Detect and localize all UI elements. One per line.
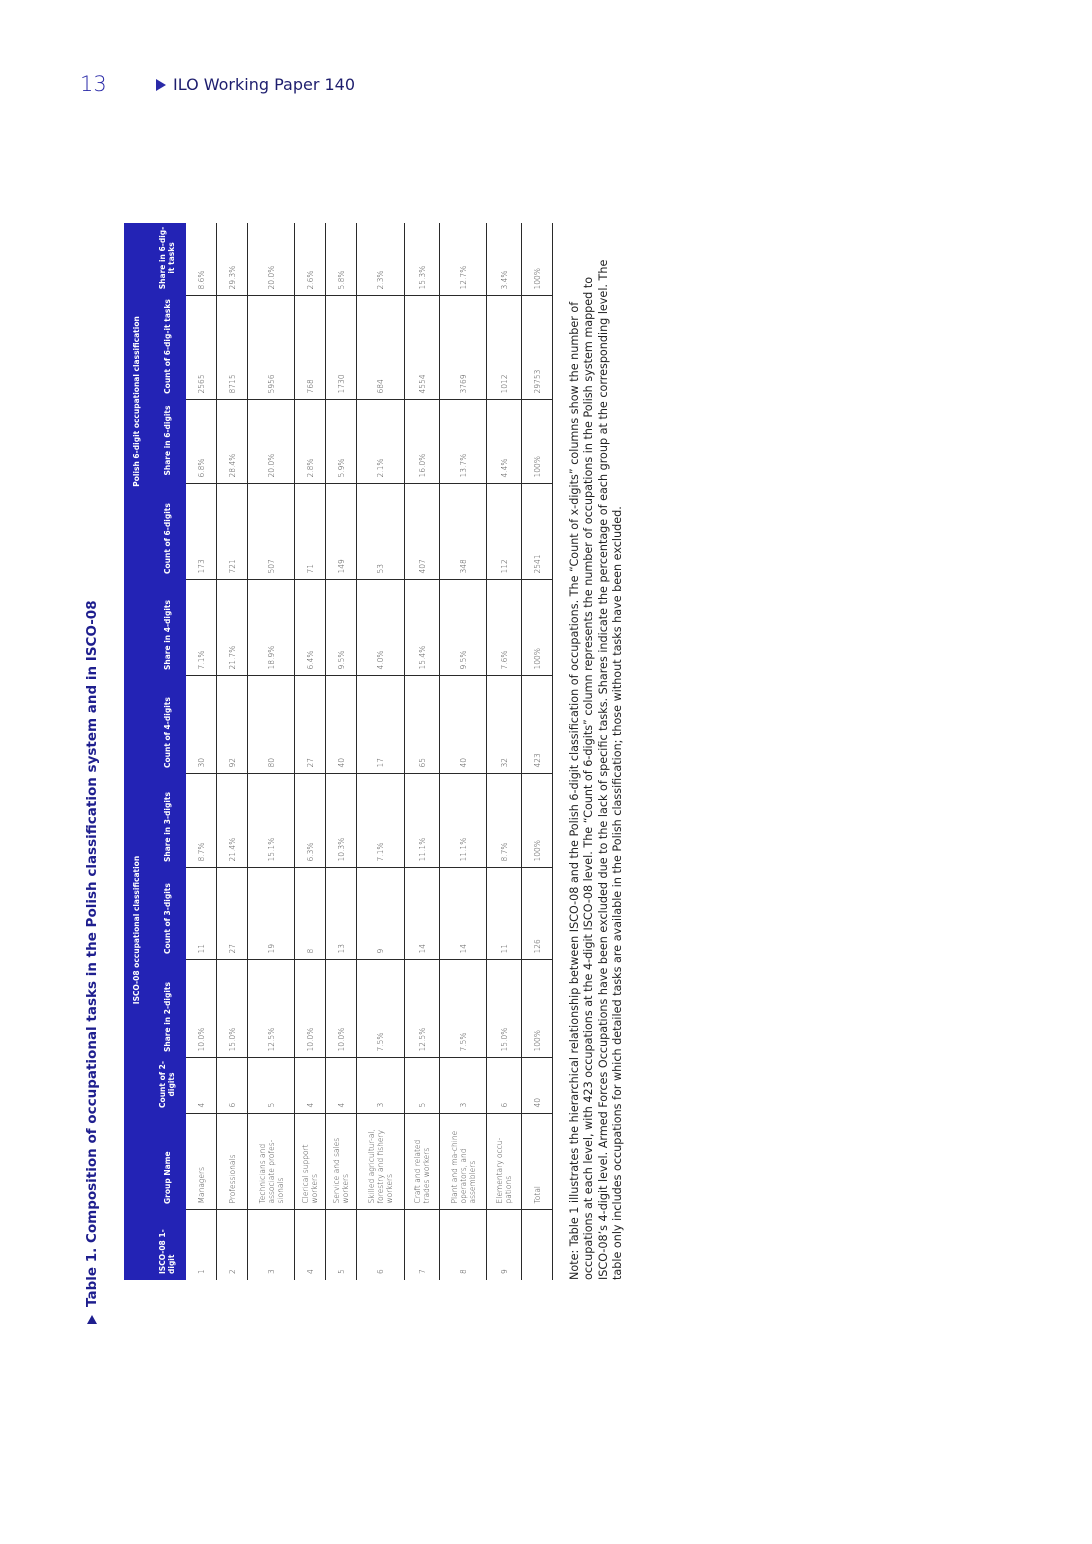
table-cell: Skilled agricultur-al, forestry and fishery workers — [357, 1114, 405, 1210]
column-header: Share in 4-digits — [150, 580, 186, 676]
table-cell: 15.4% — [405, 580, 440, 676]
table-cell: 6.4% — [295, 580, 326, 676]
table-cell: 53 — [357, 484, 405, 580]
column-header: Count of 3-digits — [150, 868, 186, 960]
table-cell: 40 — [522, 1058, 553, 1114]
table-cell: 32 — [487, 676, 522, 774]
table-row — [440, 223, 487, 1280]
table-title — [80, 600, 104, 1324]
table-cell: 12.5% — [248, 960, 295, 1058]
table-cell: Service and sales workers — [326, 1114, 357, 1210]
table-cell: 16.0% — [405, 400, 440, 484]
table-cell: 173 — [186, 484, 217, 580]
table-cell: 29753 — [522, 296, 553, 400]
table-cell: 8 — [295, 868, 326, 960]
table-cell: 5.9% — [326, 400, 357, 484]
table-cell: 80 — [248, 676, 295, 774]
table-cell: 5956 — [248, 296, 295, 400]
column-header: Count of 6-dig-it tasks — [150, 296, 186, 400]
table-cell: 4 — [186, 1058, 217, 1114]
table-cell: 6.8% — [186, 400, 217, 484]
table-cell: 9 — [487, 1210, 522, 1280]
table-cell: 9.5% — [326, 580, 357, 676]
table-cell: 8.6% — [186, 223, 217, 296]
table-cell: 2.6% — [295, 223, 326, 296]
triangle-bullet-icon — [87, 1315, 97, 1324]
table-cell: 3 — [357, 1058, 405, 1114]
table-cell: 5 — [405, 1058, 440, 1114]
table-cell: 6.3% — [295, 774, 326, 868]
column-header: Share in 2-digits — [150, 960, 186, 1058]
table-cell: Craft and related trades workers — [405, 1114, 440, 1210]
table-cell: 5.8% — [326, 223, 357, 296]
table-cell: 9.5% — [440, 580, 487, 676]
table-cell: 2.8% — [295, 400, 326, 484]
table-cell: 7 — [405, 1210, 440, 1280]
table-cell: 15.0% — [487, 960, 522, 1058]
table-row — [248, 223, 295, 1280]
table-cell: 100% — [522, 960, 553, 1058]
table-cell: 348 — [440, 484, 487, 580]
table-cell: 14 — [440, 868, 487, 960]
table-cell — [522, 1210, 553, 1280]
group-header-row — [124, 223, 150, 1280]
table-cell: 92 — [217, 676, 248, 774]
triangle-bullet-icon — [156, 79, 166, 91]
polish-group-header: Polish 6-digit occupational classification — [124, 223, 150, 580]
running-title: ILO Working Paper 140 — [173, 75, 356, 94]
table-cell: 15.0% — [217, 960, 248, 1058]
table-cell: 684 — [357, 296, 405, 400]
table-row — [295, 223, 326, 1280]
table-cell: 4.4% — [487, 400, 522, 484]
column-header: Share in 3-digits — [150, 774, 186, 868]
table-row — [217, 223, 248, 1280]
rotated-table-block — [80, 226, 640, 1324]
column-header: Group Name — [150, 1114, 186, 1210]
table-cell: 2.3% — [357, 223, 405, 296]
table-cell: 768 — [295, 296, 326, 400]
column-header-row — [150, 223, 186, 1280]
table-cell: 6 — [357, 1210, 405, 1280]
table-cell: 9 — [357, 868, 405, 960]
table-cell: 40 — [326, 676, 357, 774]
table-cell: 100% — [522, 774, 553, 868]
table-cell: 28.4% — [217, 400, 248, 484]
table-cell: 7.5% — [440, 960, 487, 1058]
table-cell: 4.0% — [357, 580, 405, 676]
table-cell: Total — [522, 1114, 553, 1210]
table-row — [487, 223, 522, 1280]
table-cell: 6 — [487, 1058, 522, 1114]
table-cell: 100% — [522, 223, 553, 296]
table-cell: 15.3% — [405, 223, 440, 296]
table-cell: 126 — [522, 868, 553, 960]
table-cell: 10.3% — [326, 774, 357, 868]
table-cell: 423 — [522, 676, 553, 774]
table-cell: Professionals — [217, 1114, 248, 1210]
table-cell: 407 — [405, 484, 440, 580]
table-cell: 20.0% — [248, 400, 295, 484]
table-note: Note: Table 1 illustrates the hierarchical relationship between ISCO-08 and the Polish 6-digit classification of occupations. The “Count of x-digits” columns show the number of occupations at each level, with 423 occupations at the 4-digit ISCO-08 level. The “Count of 6-digits” column represents the number of occupations in the Polish system mapped to ISCO-08’s 4-digit level. Armed Forces Occupations have been excluded due to the lack of specific tasks. Shares indicate the percentage of each group at the corresponding level. The table only includes occupations for which detailed tasks are available in the Polish classification; those without tasks have been excluded. — [568, 259, 624, 1280]
page-number: 13 — [80, 72, 107, 96]
table-cell: 8715 — [217, 296, 248, 400]
table-cell: 3769 — [440, 296, 487, 400]
table-row — [357, 223, 405, 1280]
table-cell: 4 — [295, 1058, 326, 1114]
table-cell: 29.3% — [217, 223, 248, 296]
table-cell: 10.0% — [186, 960, 217, 1058]
table-cell: 20.0% — [248, 223, 295, 296]
table-cell: 4 — [295, 1210, 326, 1280]
table-row — [326, 223, 357, 1280]
table-cell: 11 — [487, 868, 522, 960]
table-cell: 100% — [522, 400, 553, 484]
table-cell: 4 — [326, 1058, 357, 1114]
table-cell: 40 — [440, 676, 487, 774]
column-header: Share in 6-digits — [150, 400, 186, 484]
table-cell: 1012 — [487, 296, 522, 400]
table-cell: 19 — [248, 868, 295, 960]
table-cell: Technicians and associate profes-sionals — [248, 1114, 295, 1210]
table-cell: 13.7% — [440, 400, 487, 484]
column-header: ISCO-08 1-digit — [150, 1210, 186, 1280]
table-cell: 18.9% — [248, 580, 295, 676]
table-cell: 11.1% — [405, 774, 440, 868]
table-cell: 100% — [522, 580, 553, 676]
table-cell: 8.7% — [186, 774, 217, 868]
table-cell: 8.7% — [487, 774, 522, 868]
table-cell: 65 — [405, 676, 440, 774]
table-cell: 10.0% — [295, 960, 326, 1058]
table-cell: 2 — [217, 1210, 248, 1280]
isco-group-header: ISCO-08 occupational classification — [124, 580, 150, 1280]
table-body — [186, 223, 553, 1280]
table-cell: 14 — [405, 868, 440, 960]
table-cell: 11 — [186, 868, 217, 960]
table-cell: 2541 — [522, 484, 553, 580]
table-cell: 1 — [186, 1210, 217, 1280]
table-cell: 3 — [248, 1210, 295, 1280]
table-cell: 12.5% — [405, 960, 440, 1058]
table-cell: 3.4% — [487, 223, 522, 296]
table-cell: 27 — [217, 868, 248, 960]
table-row — [405, 223, 440, 1280]
table-cell: 507 — [248, 484, 295, 580]
table-cell: Managers — [186, 1114, 217, 1210]
table-cell: 1730 — [326, 296, 357, 400]
table-title-text: Table 1. Composition of occupational tasks in the Polish classification system and in ISCO-08 — [84, 600, 100, 1307]
table-cell: Elementary occu-pations — [487, 1114, 522, 1210]
table-row — [186, 223, 217, 1280]
table-cell: 17 — [357, 676, 405, 774]
table-cell: 13 — [326, 868, 357, 960]
table-cell: 27 — [295, 676, 326, 774]
column-header: Count of 2-digits — [150, 1058, 186, 1114]
table-cell: 112 — [487, 484, 522, 580]
table-cell: 21.7% — [217, 580, 248, 676]
table-cell: 721 — [217, 484, 248, 580]
column-header: Share in 6-dig-it tasks — [150, 223, 186, 296]
table-cell: 7.1% — [357, 774, 405, 868]
table-cell: 71 — [295, 484, 326, 580]
table-cell: 6 — [217, 1058, 248, 1114]
table-cell: 7.1% — [186, 580, 217, 676]
table-cell: 15.1% — [248, 774, 295, 868]
table-cell: 149 — [326, 484, 357, 580]
column-header: Count of 6-digits — [150, 484, 186, 580]
table-cell: 7.5% — [357, 960, 405, 1058]
table-cell: 10.0% — [326, 960, 357, 1058]
table-cell: 8 — [440, 1210, 487, 1280]
table-row — [522, 223, 553, 1280]
occupation-table — [124, 223, 553, 1280]
table-cell: 5 — [326, 1210, 357, 1280]
table-cell: 11.1% — [440, 774, 487, 868]
table-cell: 30 — [186, 676, 217, 774]
table-cell: Clerical support workers — [295, 1114, 326, 1210]
table-cell: 2.1% — [357, 400, 405, 484]
column-header: Count of 4-digits — [150, 676, 186, 774]
table-cell: 4554 — [405, 296, 440, 400]
table-cell: Plant and ma-chine operators, and assemblers — [440, 1114, 487, 1210]
table-cell: 21.4% — [217, 774, 248, 868]
running-header — [156, 75, 355, 94]
table-cell: 5 — [248, 1058, 295, 1114]
table-cell: 2565 — [186, 296, 217, 400]
table-cell: 7.6% — [487, 580, 522, 676]
table-cell: 3 — [440, 1058, 487, 1114]
table-cell: 12.7% — [440, 223, 487, 296]
